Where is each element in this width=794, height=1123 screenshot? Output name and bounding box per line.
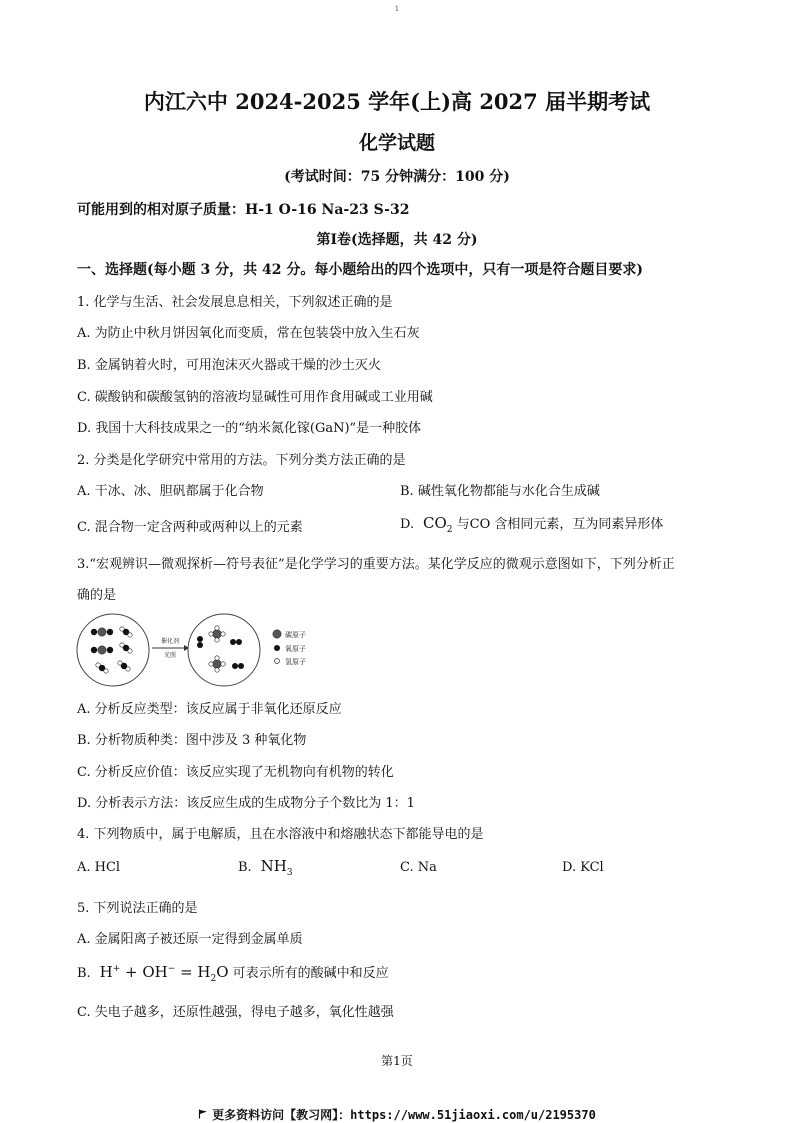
q5-stem: 5. 下列说法正确的是 — [77, 901, 198, 916]
q5-option-b-prefix: B. — [77, 966, 91, 981]
q1-option-c: C. 碳酸钠和碳酸氢钠的溶液均显碱性可用作食用碱或工业用碱 — [77, 390, 433, 405]
section-title: 第Ⅰ卷(选择题，共 42 分) — [316, 232, 478, 248]
reaction-diagram — [76, 610, 366, 690]
q1-option-d: D. 我国十大科技成果之一的“纳米氮化镓(GaN)”是一种胶体 — [77, 421, 422, 436]
q1-option-a: A. 为防止中秋月饼因氧化而变质，常在包装袋中放入生石灰 — [77, 326, 420, 341]
q4-option-a: A. HCl — [77, 860, 121, 875]
q5-option-c: C. 失电子越多，还原性越强，得电子越多，氧化性越强 — [77, 1005, 394, 1020]
footer-link-text[interactable]: 更多资料访问【教习网】：https://www.51jiaoxi.com/u/2195370 — [212, 1108, 596, 1122]
q3-option-c: C. 分析反应价值：该反应实现了无机物向有机物的转化 — [77, 765, 394, 780]
q5-option-a: A. 金属阳离子被还原一定得到金属单质 — [77, 932, 303, 947]
q3-stem-line2: 确的是 — [77, 588, 117, 603]
flag-icon — [198, 1108, 208, 1122]
legend-carbon: 碳原子 — [285, 631, 306, 639]
q3-option-a: A. 分析反应类型：该反应属于非氧化还原反应 — [77, 702, 342, 717]
arrow-label-bottom: 光照 — [163, 652, 177, 659]
q4-option-b — [238, 857, 293, 878]
q5-option-b-text: 可表示所有的酸碱中和反应 — [232, 966, 389, 981]
q4-option-d: D. KCl — [562, 860, 604, 875]
q4-option-c: C. Na — [400, 860, 437, 875]
q2-option-d-text: 与CO 含相同元素，互为同素异形体 — [456, 517, 664, 532]
q4-stem: 4. 下列物质中，属于电解质，且在水溶液中和熔融状态下都能导电的是 — [77, 827, 484, 842]
q2-stem: 2. 分类是化学研究中常用的方法。下列分类方法正确的是 — [77, 453, 406, 468]
page-number: 第1页 — [381, 1054, 413, 1068]
arrow-label-top: 催化剂 — [160, 638, 180, 645]
exam-subject: 化学试题 — [358, 132, 435, 154]
co2-formula: $CO_2$ — [418, 514, 453, 535]
q3-option-b: B. 分析物质种类：图中涉及 3 种氧化物 — [77, 733, 307, 748]
legend-oxygen: 氧原子 — [285, 645, 306, 653]
exam-title: 内江六中 2024-2025 学年(上)高 2027 届半期考试 — [143, 89, 651, 114]
part-title: 一、选择题(每小题 3 分，共 42 分。每小题给出的四个选项中，只有一项是符合题目要求) — [77, 262, 643, 278]
atomic-masses: 可能用到的相对原子质量：H-1 O-16 Na-23 S-32 — [77, 202, 410, 218]
nh3-formula: $NH_3$ — [255, 857, 293, 878]
products-circle — [188, 614, 260, 686]
q4-option-b-prefix: B. — [238, 860, 252, 875]
legend-hydrogen: 氢原子 — [285, 658, 306, 666]
exam-info: (考试时间：75 分钟满分：100 分) — [284, 169, 510, 185]
q2-option-a: A. 干冰、冰、胆矾都属于化合物 — [77, 484, 264, 499]
diagram-legend — [273, 630, 306, 666]
q2-option-b: B. 碱性氧化物都能与水化合生成碱 — [400, 484, 600, 499]
q5-option-b — [77, 962, 389, 984]
q1-stem: 1. 化学与生活、社会发展息息相关，下列叙述正确的是 — [77, 295, 393, 310]
q2-option-d — [400, 513, 663, 535]
footer-link[interactable] — [0, 1106, 794, 1123]
top-mark: 1 — [394, 5, 400, 13]
q2-option-c: C. 混合物一定含两种或两种以上的元素 — [77, 520, 303, 535]
q2-option-d-prefix: D. — [400, 517, 415, 532]
q3-option-d: D. 分析表示方法：该反应生成的生成物分子个数比为 1：1 — [77, 796, 415, 811]
q1-option-b: B. 金属钠着火时，可用泡沫灭火器或干燥的沙土灭火 — [77, 358, 381, 373]
q3-stem-line1: 3.“宏观辨识—微观探析—符号表征”是化学学习的重要方法。某化学反应的微观示意图如下，下列分析正 — [77, 557, 675, 572]
neutralization-equation: $H^+ + OH^- = H_2O$ — [94, 963, 229, 984]
